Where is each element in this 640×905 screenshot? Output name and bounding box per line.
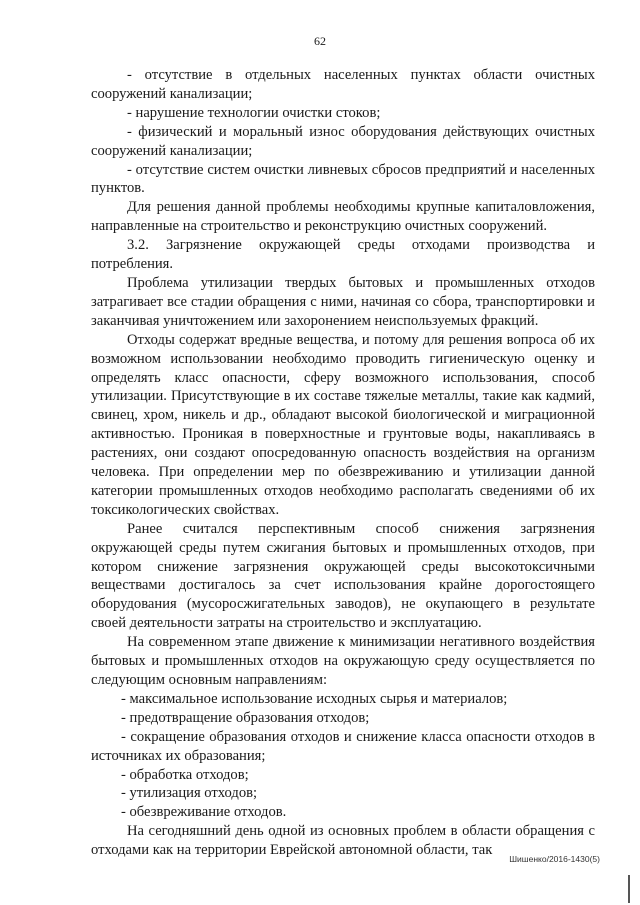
document-code: Шишенко/2016-1430(5) [509, 854, 600, 864]
bullet-item: - нарушение технологии очистки стоков; [127, 104, 381, 121]
list-item: - утилизация отходов; [121, 785, 258, 802]
body-text [91, 66, 595, 860]
paragraph: Отходы содержат вредные вещества, и потому для решения вопроса об их возможном использовании необходимо проводить гигиеническую оценку и определять класс опасности, сферу возможного использования, способ утилизации. Присутствующие в их составе тяжелые металлы, такие как кадмий, свинец, хром, никель и др., обладают высокой биологической и миграционной активностью. Проникая в поверхностные и грунтовые воды, накапливаясь в растениях, они создают опосредованную опасность воздействия на организм человека. При определении мер по обезвреживанию и утилизации данной категории промышленных отходов необходимо располагать сведениями об их токсикологических свойствах. [91, 331, 595, 518]
bullet-item: - отсутствие систем очистки ливневых сбросов предприятий и населенных пунктов. [91, 161, 595, 197]
list-item: - максимальное использование исходных сырья и материалов; [121, 690, 508, 707]
list-item: - предотвращение образования отходов; [121, 709, 370, 726]
section-heading: 3.2. Загрязнение окружающей среды отходами производства и потребления. [91, 237, 595, 273]
scan-edge-mark [628, 875, 630, 903]
paragraph: Ранее считался перспективным способ снижения загрязнения окружающей среды путем сжигания бытовых и промышленных отходов, при котором снижение загрязнения окружающей среды высокотоксичными веществами достигалось за счет использования крайне дорогостоящего оборудования (мусоросжигательных заводов), не окупающего в результате своей деятельности затраты на строительство и эксплуатацию. [91, 520, 595, 632]
list-item: - сокращение образования отходов и снижение класса опасности отходов в источниках их образования; [91, 728, 595, 764]
paragraph: Для решения данной проблемы необходимы крупные капиталовложения, направленные на строительство и реконструкцию очистных сооружений. [91, 199, 595, 235]
list-item: - обработка отходов; [121, 766, 249, 783]
bullet-item: - отсутствие в отдельных населенных пунктах области очистных сооружений канализации; [91, 67, 595, 102]
bullet-item: - физический и моральный износ оборудования действующих очистных сооружений канализации; [91, 123, 595, 159]
paragraph: Проблема утилизации твердых бытовых и промышленных отходов затрагивает все стадии обращения с ними, начиная со сбора, транспортировки и заканчивая уничтожением или захоронением неиспользуемых фракций. [91, 274, 595, 329]
paragraph: На сегодняшний день одной из основных проблем в области обращения с отходами как на территории Еврейской автономной области, так [91, 823, 595, 859]
paragraph: На современном этапе движение к минимизации негативного воздействия бытовых и промышленных отходов на окружающую среду осуществляется по следующим основным направлениям: [91, 634, 595, 688]
list-item: - обезвреживание отходов. [121, 804, 287, 821]
page-number: 62 [314, 34, 326, 48]
